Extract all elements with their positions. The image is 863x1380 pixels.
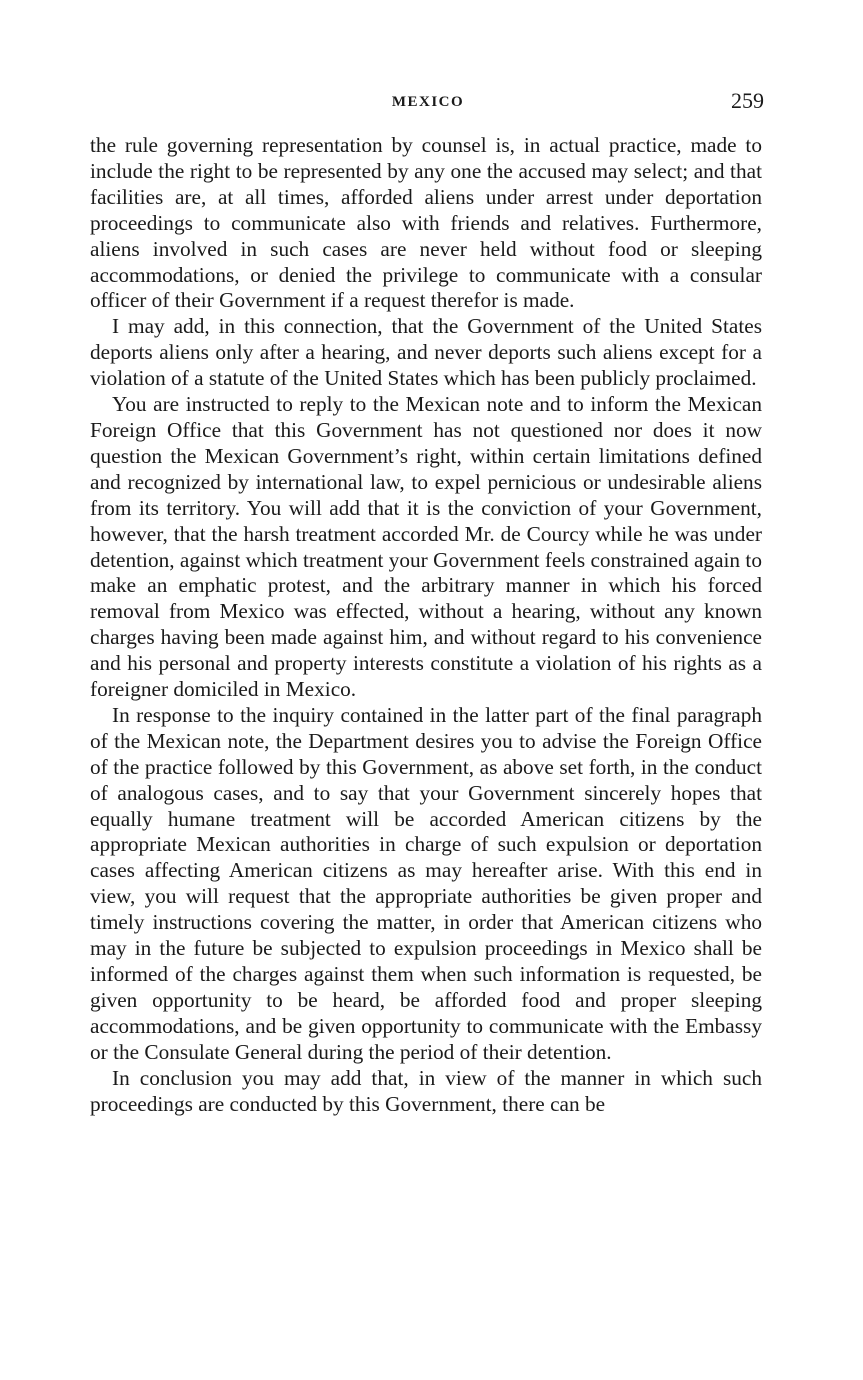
- paragraph: In response to the inquiry contained in the latter part of the final paragraph of the Mexican note, the Department desires you to advise the Foreign Office of the practice followed by this Government, as above set forth, in the conduct of analogous cases, and to say that your Government sincerely hopes that equally humane treatment will be accorded American citizens by the appropriate Mexican authorities in charge of such expulsion or deportation cases affecting American citizens as may hereafter arise. With this end in view, you will request that the appropriate authorities be given proper and timely instructions covering the matter, in order that American citizens who may in the future be subjected to expulsion proceedings in Mexico shall be informed of the charges against them when such information is requested, be given opportunity to be heard, be afforded food and proper sleeping accommodations, and be given opportunity to communicate with the Embassy or the Consulate General during the period of their detention.: [90, 702, 762, 1064]
- paragraph: In conclusion you may add that, in view of the manner in which such proceedings are conducted by this Government, there can be: [90, 1065, 762, 1116]
- running-title: MEXICO: [391, 94, 465, 110]
- paragraph: I may add, in this connection, that the Government of the United States deports aliens only after a hearing, and never deports such aliens except for a violation of a statute of the United States which has been publicly proclaimed.: [90, 314, 762, 391]
- paragraph: You are instructed to reply to the Mexican note and to inform the Mexican Foreign Office that this Government has not questioned nor does it now question the Mexican Government’s right, within certain limitations defined and recognized by international law, to expel pernicious or undesirable aliens from its territory. You will add that it is the conviction of your Government, however, that the harsh treatment accorded Mr. de Courcy while he was under detention, against which treatment your Government feels constrained again to make an emphatic protest, and the arbitrary manner in which his forced removal from Mexico was effected, without a hearing, without any known charges having been made against him, and without regard to his convenience and his personal and property interests constitute a violation of his rights as a foreigner domiciled in Mexico.: [90, 392, 762, 702]
- paragraph-continued: the rule governing representation by counsel is, in actual practice, made to include the right to be represented by any one the accused may select; and that facilities are, at all times, afforded aliens under arrest under deportation proceedings to communicate also with friends and relatives. Furthermore, aliens involved in such cases are never held without food or sleeping accommodations, or denied the privilege to communicate with a consular officer of their Government if a request therefor is made.: [90, 133, 762, 313]
- body-text: [90, 133, 762, 1117]
- page-number: 259: [731, 88, 764, 113]
- running-head: [92, 88, 764, 118]
